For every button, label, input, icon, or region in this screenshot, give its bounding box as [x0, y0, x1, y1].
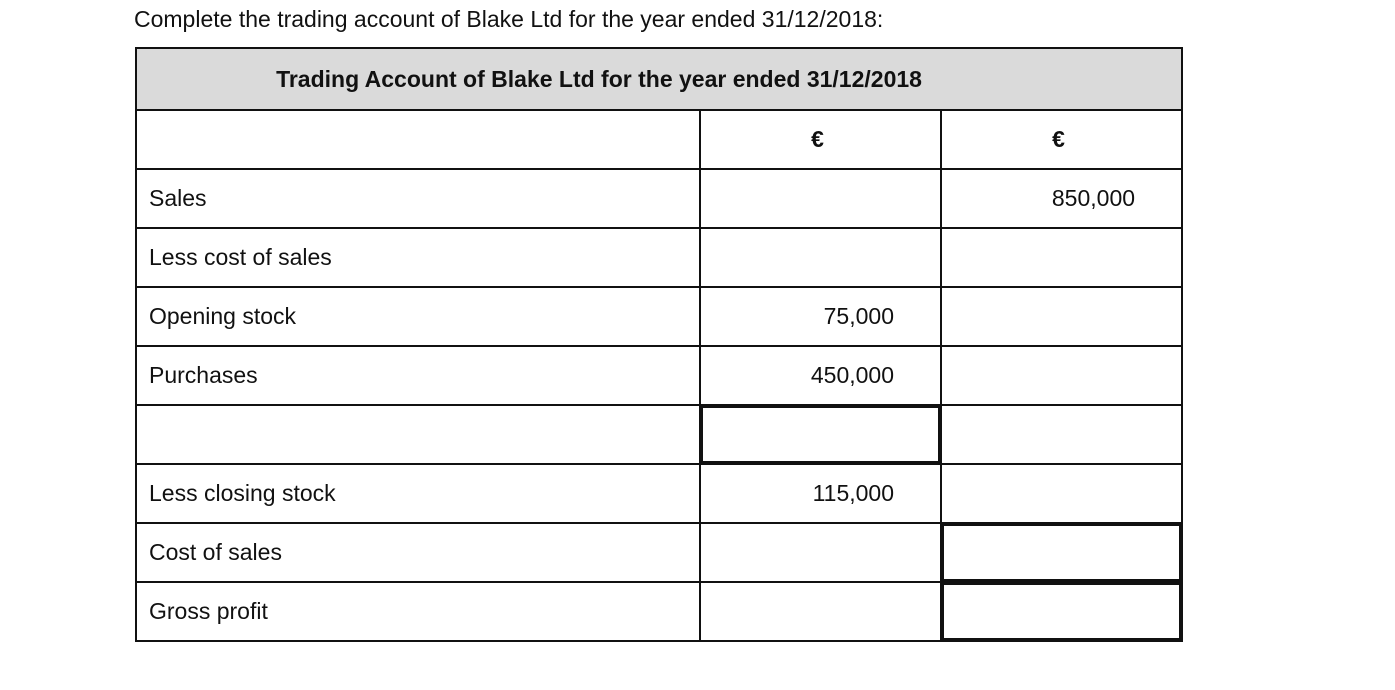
row-label-purchases: Purchases — [136, 346, 700, 405]
row-purchases-col2 — [941, 346, 1182, 405]
table-title: Trading Account of Blake Ltd for the year ended 31/12/2018 — [136, 48, 1182, 110]
row-label-sales: Sales — [136, 169, 700, 228]
row-cost-of-sales-col1 — [700, 523, 941, 582]
table-row — [136, 169, 1182, 228]
row-gross-profit-col1 — [700, 582, 941, 641]
row-subtotal-col2 — [941, 405, 1182, 464]
row-closing-stock-col2 — [941, 464, 1182, 523]
table-row — [136, 523, 1182, 582]
trading-account-table — [135, 47, 1183, 642]
row-sales-col1 — [700, 169, 941, 228]
instruction-text: Complete the trading account of Blake Ltd for the year ended 31/12/2018: — [134, 6, 884, 32]
header-blank-cell — [136, 110, 700, 169]
row-label-less-closing-stock: Less closing stock — [136, 464, 700, 523]
table-title-row — [136, 48, 1182, 110]
row-closing-stock-col1: 115,000 — [700, 464, 941, 523]
table-row — [136, 405, 1182, 464]
currency-header-row — [136, 110, 1182, 169]
row-opening-stock-col1: 75,000 — [700, 287, 941, 346]
row-less-cost-col1 — [700, 228, 941, 287]
answer-box-subtotal[interactable] — [700, 405, 941, 464]
row-label-subtotal — [136, 405, 700, 464]
row-less-cost-col2 — [941, 228, 1182, 287]
table-row — [136, 582, 1182, 641]
row-sales-col2: 850,000 — [941, 169, 1182, 228]
row-label-cost-of-sales: Cost of sales — [136, 523, 700, 582]
table-row — [136, 228, 1182, 287]
row-label-less-cost-of-sales: Less cost of sales — [136, 228, 700, 287]
answer-box-gross-profit[interactable] — [941, 582, 1182, 641]
table-row — [136, 287, 1182, 346]
currency-header-col1: € — [700, 110, 941, 169]
row-label-opening-stock: Opening stock — [136, 287, 700, 346]
answer-box-cost-of-sales[interactable] — [941, 523, 1182, 582]
row-opening-stock-col2 — [941, 287, 1182, 346]
table-row — [136, 346, 1182, 405]
row-purchases-col1: 450,000 — [700, 346, 941, 405]
currency-header-col2: € — [941, 110, 1182, 169]
table-row — [136, 464, 1182, 523]
row-label-gross-profit: Gross profit — [136, 582, 700, 641]
